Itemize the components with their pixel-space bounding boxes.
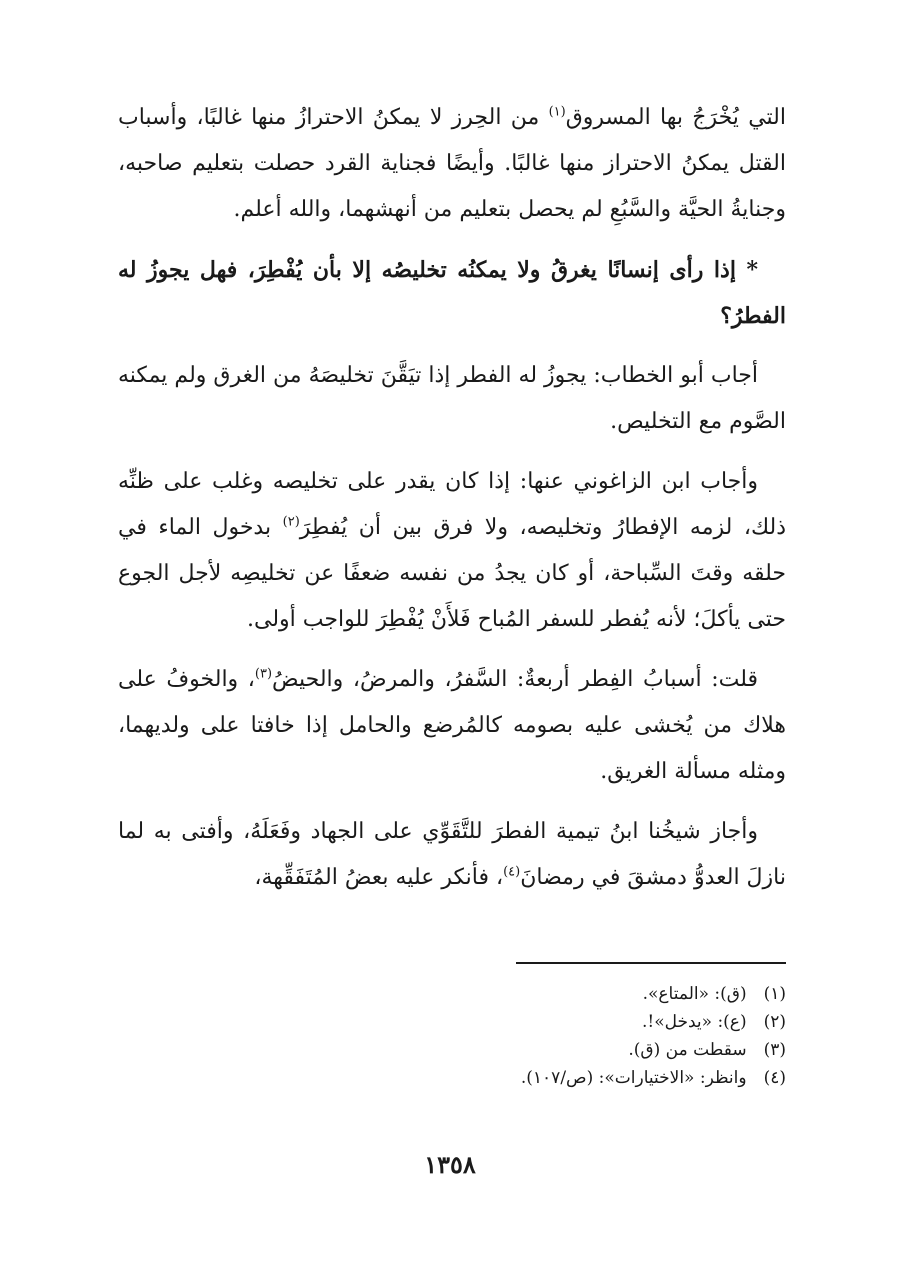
footnote-4: [118, 1064, 786, 1092]
footnote-1-text: (ق): «المتاع».: [642, 984, 747, 1004]
footnote-2: [118, 1008, 786, 1036]
footnote-2-number: (٢): [763, 1012, 786, 1032]
footnote-1: [118, 980, 786, 1008]
footnote-2-text: (ع): «يدخل»!.: [641, 1012, 747, 1032]
footnote-3-number: (٣): [763, 1040, 786, 1060]
paragraph-1-text-b: من الحِرز لا يمكنُ الاحترازُ منها غالبًا، وأسباب القتل يمكنُ الاحتراز منها غالبًا. وأيضًا فجناية القرد حصلت بتعليم صاحبه، وجنايةُ الحيَّة والسَّبُعِ لم يحصل بتعليم من أنهشهما، والله أعلم.: [118, 105, 786, 222]
paragraph-1-text-a: التي يُخْرَجُ بها المسروق: [565, 105, 786, 130]
paragraph-qultu-text-a: قلت: أسبابُ الفِطر أربعةٌ: السَّفرُ، والمرضُ، والحيضُ: [272, 667, 759, 692]
main-text: [118, 95, 786, 915]
footnote-3: [118, 1036, 786, 1064]
paragraph-ibn-al-zaghuni-text-a: وأجاب ابن الزاغوني عنها: إذا كان يقدر على تخليصه وغلب على ظنِّه ذلك، لزمه الإفطارُ وتخليصه، ولا فرق بين أن يُفطِرَ: [118, 469, 786, 540]
question-text: * إذا رأى إنسانًا يغرقُ ولا يمكنُه تخليصُه إلا بأن يُفْطِرَ، فهل يجوزُ له الفطرُ؟: [118, 257, 786, 329]
paragraph-ibn-taymiyya: [118, 809, 786, 901]
footnote-ref-1: (١): [548, 104, 566, 120]
footnote-separator: [516, 962, 786, 964]
paragraph-ibn-al-zaghuni-text-b: بدخول الماء في حلقه وقتَ السِّباحة، أو كان يجدُ من نفسه ضعفًا عن تخليصِه لأجل الجوع حتى يأكلَ؛ لأنه يُفطر للسفر المُباح فَلأَنْ يُفْطِرَ للواجب أولى.: [118, 515, 786, 632]
footnote-3-text: سقطت من (ق).: [628, 1040, 747, 1060]
paragraph-ibn-taymiyya-text-b: ، فأنكر عليه بعضُ المُتَفَقِّهة،: [254, 865, 504, 890]
footnote-ref-3: (٣): [254, 666, 273, 682]
footnote-4-number: (٤): [763, 1068, 786, 1088]
footnote-4-text: وانظر: «الاختيارات»: (ص/١٠٧).: [520, 1068, 747, 1088]
page-number: ١٣٥٨: [424, 1150, 476, 1179]
footnote-ref-2: (٢): [282, 514, 300, 530]
footnote-ref-4: (٤): [503, 864, 521, 880]
paragraph-qultu-text-b: ، والخوفُ على هلاك من يُخشى عليه بصومه كالمُرضع والحامل إذا خافتا على ولديهما، ومثله مسألة الغريق.: [118, 667, 786, 784]
question-heading: [118, 247, 786, 339]
paragraph-abu-al-khattab-text: أجاب أبو الخطاب: يجوزُ له الفطر إذا تيَقَّنَ تخليصَهُ من الغرق ولم يمكنه الصَّوم مع التخليص.: [118, 363, 786, 434]
footnote-1-number: (١): [763, 984, 786, 1004]
paragraph-qultu: [118, 657, 786, 795]
footnotes: [118, 980, 786, 1092]
paragraph-1: [118, 95, 786, 233]
paragraph-abu-al-khattab: [118, 353, 786, 445]
paragraph-ibn-al-zaghuni: [118, 459, 786, 643]
paragraph-ibn-taymiyya-text-a: وأجاز شيخُنا ابنُ تيمية الفطرَ للتَّقَوِّي على الجهاد وفَعَلَهُ، وأفتى به لما نازلَ العدوُّ دمشقَ في رمضانَ: [118, 819, 786, 890]
